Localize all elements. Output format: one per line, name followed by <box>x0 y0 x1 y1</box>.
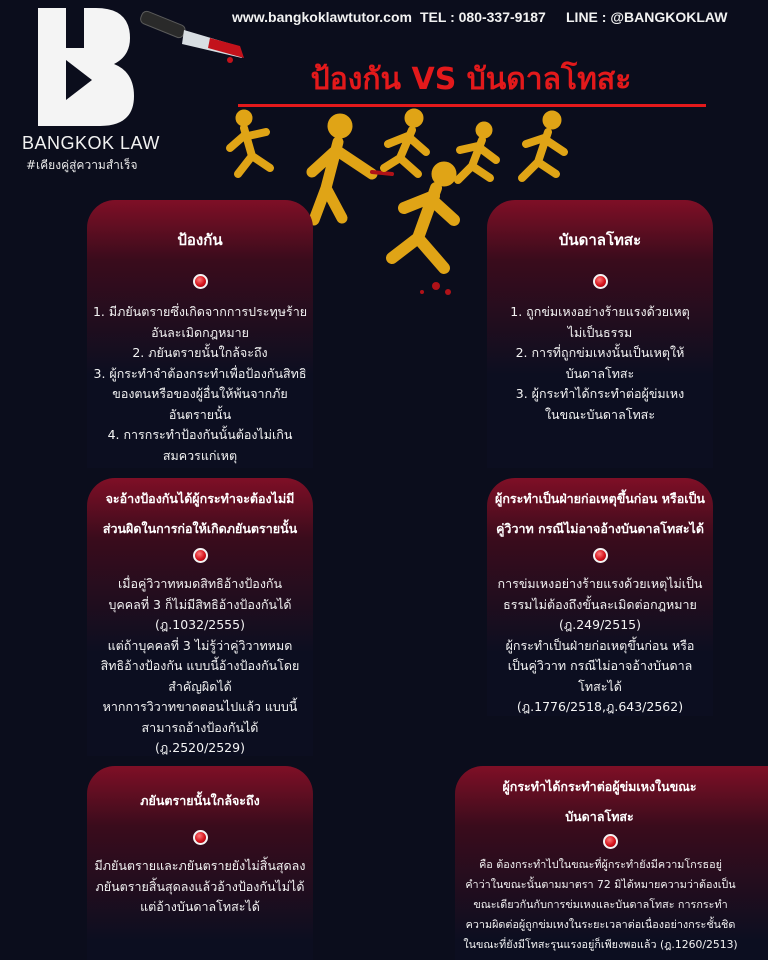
phone-number: TEL : 080-337-9187 <box>420 9 546 25</box>
during-rage-card <box>455 766 768 960</box>
provocation-card <box>487 200 713 468</box>
page-title: ป้องกัน VS บันดาลโทสะ <box>310 62 632 97</box>
bullet-dot-icon <box>193 548 208 563</box>
bullet-dot-icon <box>593 548 608 563</box>
provocation-card-title: บันดาลโทสะ <box>558 231 642 249</box>
bullet-dot-icon <box>193 274 208 289</box>
bangkok-law-logo-icon <box>38 8 134 126</box>
defense-card <box>87 200 313 468</box>
instigator-card <box>487 478 713 716</box>
during-rage-card-title: ผู้กระทำได้กระทำต่อผู้ข่มเหงในขณะ บันดาลโทสะ <box>502 779 697 824</box>
line-id: LINE : @BANGKOKLAW <box>566 9 728 25</box>
during-rage-card-body: คือ ต้องกระทำไปในขณะที่ผู้กระทำยังมีความโกรธอยู่ คำว่าในขณะนั้นตามมาตรา 72 มิได้หมายความว่าต้องเป็น ขณะเดียวกันกับการข่มเหงและบันดาลโทสะ การกระทำ ความผิดต่อผู้ถูกข่มเหงในระยะเวลาต่อเนื่องอย่างกระชั้นชิด ในขณะที่ยังมีโทสะรุนแรงอยู่ก็เพียงพอแล้ว (ฎ.1260/2513) <box>463 858 738 951</box>
imminent-danger-card <box>87 766 313 960</box>
instigator-card-body: การข่มเหงอย่างร้ายแรงด้วยเหตุไม่เป็น ธรรมไม่ต้องถึงขั้นละเมิดต่อกฎหมาย (ฎ.249/2515) ผู้กระทำเป็นฝ่ายก่อเหตุขึ้นก่อน หรือ เป็นคู่วิวาท กรณีไม่อาจอ้างบันดาล โทสะได้ (ฎ.1776/2518,ฎ.643/2562) <box>497 576 703 714</box>
provocation-card-body: 1. ถูกข่มเหงอย่างร้ายแรงด้วยเหตุ ไม่เป็นธรรม 2. การที่ถูกข่มเหงนั้นเป็นเหตุให้ บันดาลโทสะ 3. ผู้กระทำได้กระทำต่อผู้ข่มเหง ในขณะบันดาลโทสะ <box>510 304 690 422</box>
bloody-knife-icon <box>138 8 248 68</box>
defense-card-title: ป้องกัน <box>177 231 223 249</box>
title-underline <box>238 104 706 107</box>
claim-defense-card <box>87 478 313 756</box>
bullet-dot-icon <box>193 830 208 845</box>
imminent-danger-card-body: มีภยันตรายและภยันตรายยังไม่สิ้นสุดลง ภยันตรายสิ้นสุดลงแล้วอ้างป้องกันไม่ได้ แต่อ้างบันดาลโทสะได้ <box>94 858 306 914</box>
defense-card-body: 1. มีภยันตรายซึ่งเกิดจากการประทุษร้าย อันละเมิดกฎหมาย 2. ภยันตรายนั้นใกล้จะถึง 3. ผู้กระทำจำต้องกระทำเพื่อป้องกันสิทธิ ของตนหรือของผู้อื่นให้พ้นจากภัย อันตรายนั้น 4. การกระทำป้องกันนั้นต้องไม่เกิน สมควรแก่เหตุ <box>92 304 308 463</box>
website-link[interactable]: www.bangkoklawtutor.com <box>232 9 412 25</box>
brand-name: BANGKOK LAW <box>22 133 160 153</box>
instigator-card-title: ผู้กระทำเป็นฝ่ายก่อเหตุขึ้นก่อน หรือเป็น คู่วิวาท กรณีไม่อาจอ้างบันดาลโทสะได้ <box>495 491 705 536</box>
bullet-dot-icon <box>593 274 608 289</box>
imminent-danger-card-title: ภยันตรายนั้นใกล้จะถึง <box>140 793 260 808</box>
bullet-dot-icon <box>603 834 618 849</box>
brand-tagline: #เคียงคู่สู่ความสำเร็จ <box>26 158 138 172</box>
claim-defense-card-title: จะอ้างป้องกันได้ผู้กระทำจะต้องไม่มี ส่วนผิดในการก่อให้เกิดภยันตรายนั้น <box>102 491 298 536</box>
claim-defense-card-body: เมื่อคู่วิวาทหมดสิทธิอ้างป้องกัน บุคคลที่ 3 ก็ไม่มีสิทธิอ้างป้องกันได้ (ฎ.1032/2555) แต่ถ้าบุคคลที่ 3 ไม่รู้ว่าคู่วิวาทหมด สิทธิอ้างป้องกัน แบบนี้อ้างป้องกันโดย สำคัญผิดได้ หากการวิวาทขาดตอนไปแล้ว แบบนี้ สามารถอ้างป้องกันได้ (ฎ.2520/2529) <box>100 576 300 755</box>
